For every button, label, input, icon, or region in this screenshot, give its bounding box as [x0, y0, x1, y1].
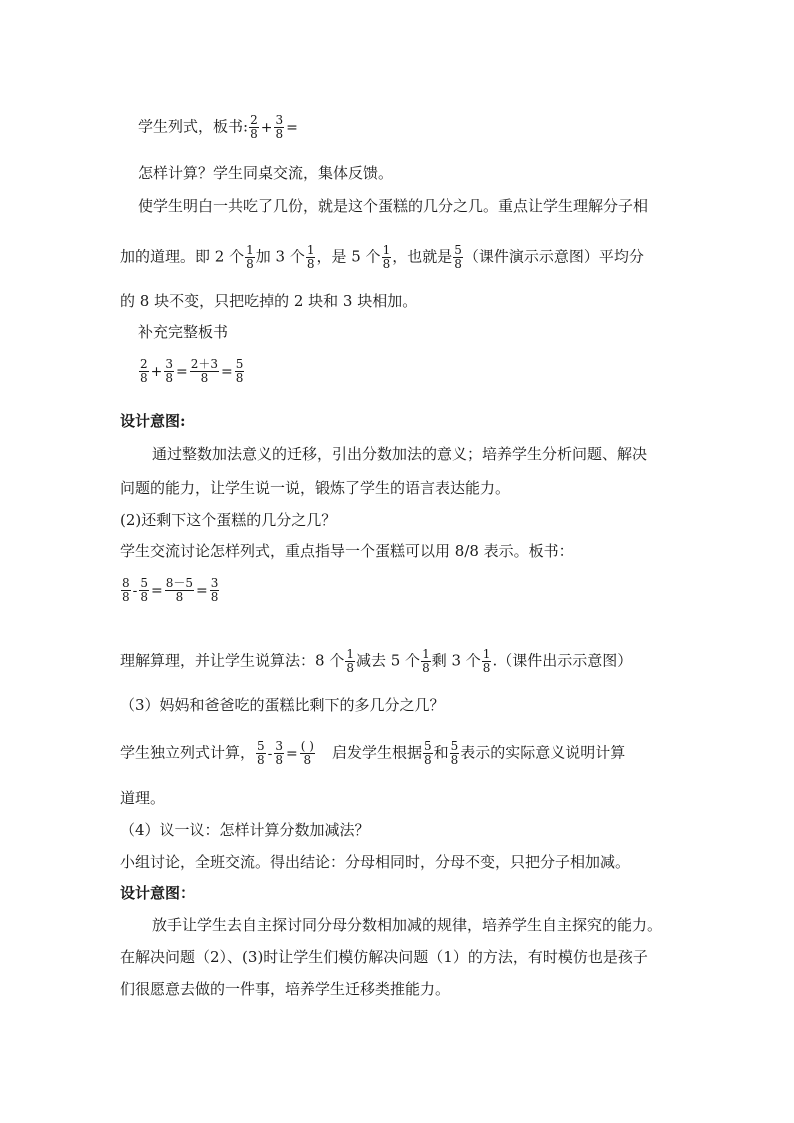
- formula-addition: $\frac{2}{8}$ + $\frac{3}{8}$ = $\frac{2+3}{8}$ = $\frac{5}{8}$: [140, 357, 244, 385]
- paragraph-understand: 使学生明白一共吃了几份，就是这个蛋糕的几分之几。重点让学生理解分子相: [138, 197, 649, 215]
- paragraph-board-formula: [138, 114, 299, 141]
- paragraph-ability: 问题的能力，让学生说一说，锻炼了学生的语言表达能力。: [120, 479, 511, 497]
- fraction: $\frac{1}{8}$: [382, 243, 391, 271]
- heading-design-intent: 设计意图:: [120, 412, 186, 430]
- fraction: $\frac{3}{8}$: [165, 357, 174, 385]
- fraction: $\frac{2}{8}$: [140, 357, 148, 385]
- paragraph-transfer: 们很愿意去做的一件事，培养学生迁移类推能力。: [120, 980, 451, 998]
- formula-subtraction: $\frac{8}{8}$ - $\frac{5}{8}$ = $\frac{8-5}{8}$ = $\frac{3}{8}$: [122, 576, 219, 604]
- paragraph-remaining: (2)还剩下这个蛋糕的几分之几？: [120, 511, 337, 529]
- fraction: $\frac{8}{8}$: [122, 576, 130, 604]
- fraction: $\frac{5}{8}$: [140, 576, 149, 604]
- paragraph-eight-pieces: 的 8 块不变，只把吃掉的 2 块和 3 块相加。: [120, 292, 418, 310]
- paragraph-question-4: （4）议一议：怎样计算分数加减法？: [120, 821, 370, 839]
- paragraph-how-to-calc: 怎样计算？学生同桌交流，集体反馈。: [138, 164, 394, 182]
- fraction: $\frac{5}{8}$: [450, 739, 459, 767]
- fraction: $\frac{3}{8}$: [275, 739, 284, 767]
- paragraph-reason: 道理。: [120, 789, 166, 807]
- fraction: $\frac{1}{8}$: [482, 647, 491, 675]
- fraction: $\frac{8-5}{8}$: [165, 576, 194, 604]
- fraction: $\frac{1}{8}$: [306, 243, 315, 271]
- paragraph-migration: 通过整数加法意义的迁移，引出分数加法的意义；培养学生分析问题、解决: [152, 445, 648, 463]
- fraction: $\frac{1}{8}$: [246, 243, 254, 271]
- fraction: $\frac{2+3}{8}$: [190, 357, 219, 385]
- text: 学生列式，板书:: [138, 117, 249, 136]
- fraction: $\frac{1}{8}$: [346, 647, 354, 675]
- plus-sign: +: [260, 119, 273, 136]
- equals-sign: =: [286, 119, 298, 136]
- fraction: $\frac{3}{8}$: [210, 576, 219, 604]
- paragraph-explore: 放手让学生去自主探讨同分母分数相加减的规律，培养学生自主探究的能力。: [152, 916, 663, 934]
- paragraph-discussion: 学生交流讨论怎样列式，重点指导一个蛋糕可以用 8/8 表示。板书：: [120, 542, 574, 560]
- fraction: $\frac{3}{8}$: [275, 113, 284, 141]
- paragraph-complete-board: 补充完整板书: [138, 323, 229, 341]
- heading-design-intent-2: 设计意图：: [120, 884, 196, 902]
- fraction: $\frac{1}{8}$: [422, 647, 430, 675]
- paragraph-conclusion: 小组讨论，全班交流。得出结论：分母相同时，分母不变，只把分子相加减。: [120, 853, 631, 871]
- fraction: $\frac{5}{8}$: [235, 357, 244, 385]
- paragraph-add-reason: 加的道理。即 2 个 $\frac{1}{8}$ 加 3 个 $\frac{1}{8}$ ，是 5 个 $\frac{1}{8}$ ，也就是 $\frac{5}{8}$ （课件演示示意图）平均分: [120, 243, 644, 271]
- fraction: $\frac{5}{8}$: [257, 739, 265, 767]
- fraction: $\frac{2}{8}$: [250, 113, 258, 141]
- paragraph-question-3: （3）妈妈和爸爸吃的蛋糕比剩下的多几分之几？: [120, 696, 445, 714]
- paragraph-imitate: 在解决问题（2）、(3)时让学生们模仿解决问题（1）的方法，有时模仿也是孩子: [120, 948, 648, 966]
- fraction: $\frac{( )}{8}$: [300, 739, 314, 767]
- fraction: $\frac{5}{8}$: [454, 243, 462, 271]
- fraction: $\frac{5}{8}$: [423, 739, 432, 767]
- paragraph-independent-calc: 学生独立列式计算， $\frac{5}{8}$ - $\frac{3}{8}$ = $\frac{( )}{8}$ 启发学生根据 $\frac{5}{8}$ 和 $\frac{5}{8}$ 表示的实际意义说明计算: [120, 739, 626, 767]
- paragraph-algorithm: 理解算理，并让学生说算法：8 个 $\frac{1}{8}$ 减去 5 个 $\frac{1}{8}$ 剩 3 个 $\frac{1}{8}$ .（课件出示示意图）: [120, 647, 633, 675]
